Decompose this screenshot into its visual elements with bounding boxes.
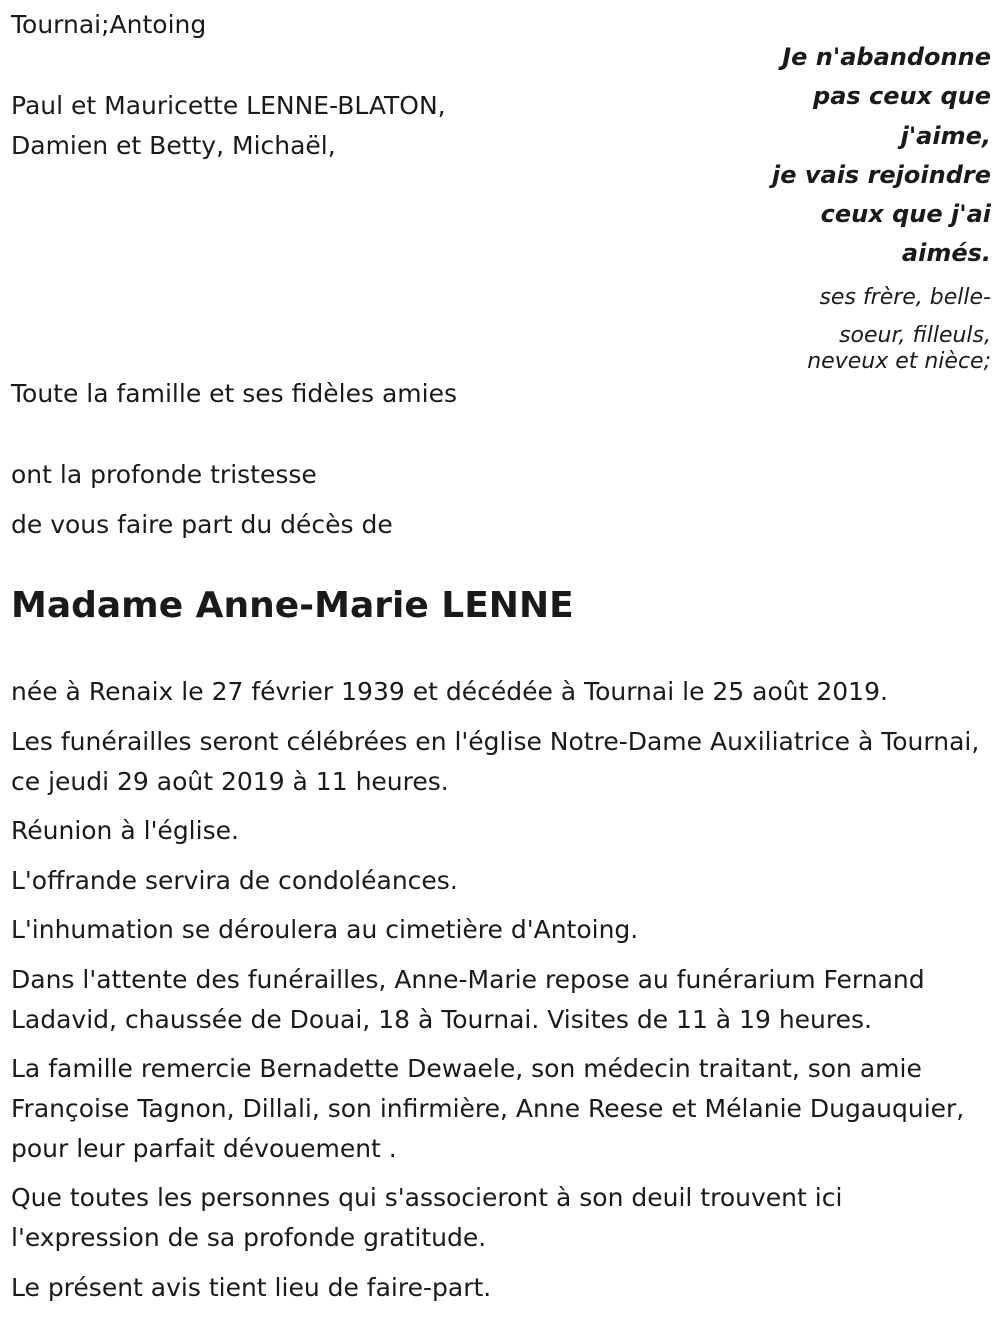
family-and-friends: Toute la famille et ses fidèles amies: [11, 379, 457, 408]
meeting-place: Réunion à l'église.: [11, 816, 239, 845]
epitaph-quote: [772, 38, 991, 274]
quote-line: j'aime,: [900, 121, 991, 150]
birth-death-dates: née à Renaix le 27 février 1939 et décédée à Tournai le 25 août 2019.: [11, 677, 888, 706]
gratitude-note: Que toutes les personnes qui s'associeront à son deuil trouvent ici l'expression de sa profonde gratitude.: [11, 1183, 843, 1252]
announcement-line-1: ont la profonde tristesse: [11, 460, 317, 489]
quote-line: pas ceux que: [813, 82, 991, 111]
location-header: Tournai;Antoing: [11, 10, 207, 39]
quote-line: Je n'abandonne: [782, 43, 991, 71]
deceased-name: Madame Anne-Marie LENNE: [11, 585, 574, 626]
burial-note: L'inhumation se déroulera au cimetière d'Antoing.: [11, 915, 639, 944]
funeral-ceremony: Les funérailles seront célébrées en l'église Notre-Dame Auxiliatrice à Tournai, ce jeudi 29 août 2019 à 11 heures.: [11, 727, 980, 796]
notice-statement: Le présent avis tient lieu de faire-part.: [11, 1273, 492, 1302]
relatives-line: neveux et nièce;: [807, 349, 991, 374]
announcement-line-2: de vous faire part du décès de: [11, 510, 393, 539]
family-line-1: Paul et Mauricette LENNE-BLATON,: [11, 91, 446, 120]
quote-line: aimés.: [901, 239, 991, 268]
funeral-home-visits: Dans l'attente des funérailles, Anne-Marie repose au funérarium Fernand Ladavid, chaussée de Douai, 18 à Tournai. Visites de 11 à 19 heures.: [11, 965, 925, 1034]
family-line-2: Damien et Betty, Michaël,: [11, 131, 336, 160]
relatives-list: [807, 279, 991, 374]
relatives-line: soeur, filleuls,: [839, 323, 991, 348]
quote-line: ceux que j'ai: [820, 200, 991, 229]
quote-line: je vais rejoindre: [772, 160, 991, 189]
acknowledgements: La famille remercie Bernadette Dewaele, son médecin traitant, son amie Françoise Tagnon, Dillali, son infirmière, Anne Reese et Mélanie Dugauquier, pour leur parfait dévouement .: [11, 1054, 965, 1163]
offering-note: L'offrande servira de condoléances.: [11, 866, 458, 895]
relatives-line: ses frère, belle-: [819, 285, 991, 310]
